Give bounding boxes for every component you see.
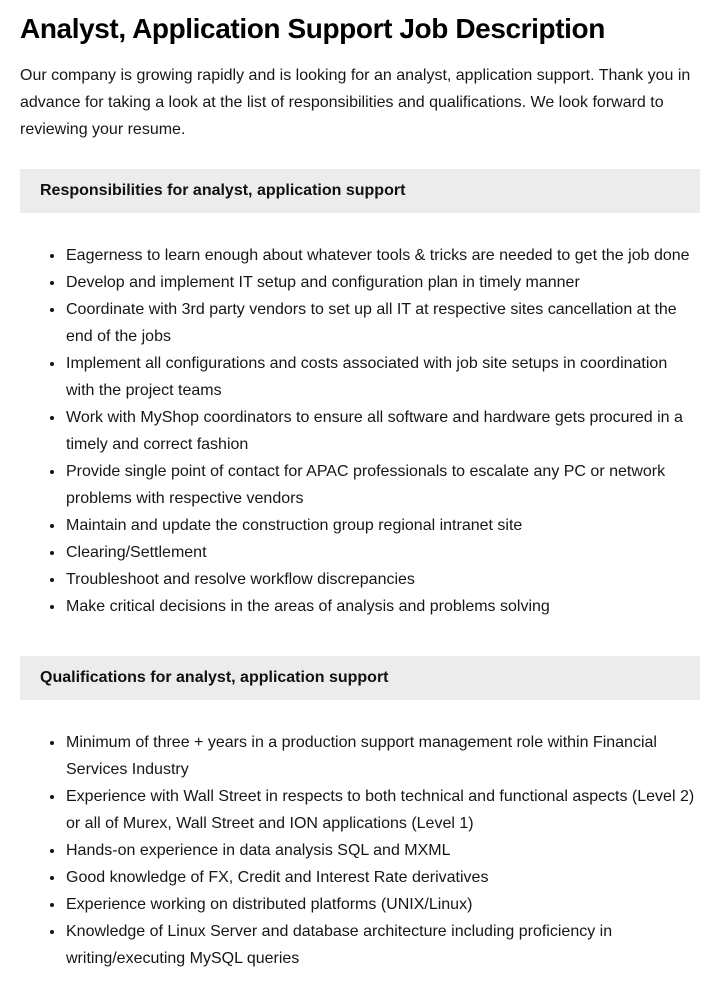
list-item: • Provide single point of contact for APAC professionals to escalate any PC or network problems with respective vendors — [65, 458, 700, 512]
qualifications-section — [20, 656, 700, 972]
responsibilities-list — [20, 242, 700, 620]
list-item: • Work with MyShop coordinators to ensure all software and hardware gets procured in a timely and correct fashion — [65, 404, 700, 458]
list-item: • Coordinate with 3rd party vendors to set up all IT at respective sites cancellation at the end of the jobs — [65, 296, 700, 350]
list-item: • Clearing/Settlement — [65, 539, 700, 566]
list-item: • Hands-on experience in data analysis SQL and MXML — [65, 837, 700, 864]
list-item: • Knowledge of Linux Server and database architecture including proficiency in writing/executing MySQL queries — [65, 918, 700, 972]
list-item: • Develop and implement IT setup and configuration plan in timely manner — [65, 269, 700, 296]
responsibilities-section — [20, 169, 700, 620]
page-title: Analyst, Application Support Job Description — [20, 13, 605, 44]
qualifications-list — [20, 729, 700, 972]
list-item: • Minimum of three + years in a production support management role within Financial Services Industry — [65, 729, 700, 783]
list-item: • Experience with Wall Street in respects to both technical and functional aspects (Level 2) or all of Murex, Wall Street and ION applications (Level 1) — [65, 783, 700, 837]
list-item: • Maintain and update the construction group regional intranet site — [65, 512, 700, 539]
list-item: • Make critical decisions in the areas of analysis and problems solving — [65, 593, 700, 620]
qualifications-heading: Qualifications for analyst, application support — [20, 656, 700, 700]
list-item: • Implement all configurations and costs associated with job site setups in coordination with the project teams — [65, 350, 700, 404]
responsibilities-heading: Responsibilities for analyst, application support — [20, 169, 700, 213]
intro-paragraph: Our company is growing rapidly and is looking for an analyst, application support. Thank you in advance for taking a look at the list of responsibilities and qualifications. We look forward to reviewing your resume. — [20, 66, 691, 138]
list-item: • Troubleshoot and resolve workflow discrepancies — [65, 566, 700, 593]
list-item: • Experience working on distributed platforms (UNIX/Linux) — [65, 891, 700, 918]
list-item: • Good knowledge of FX, Credit and Interest Rate derivatives — [65, 864, 700, 891]
list-item: • Eagerness to learn enough about whatever tools & tricks are needed to get the job done — [65, 242, 700, 269]
